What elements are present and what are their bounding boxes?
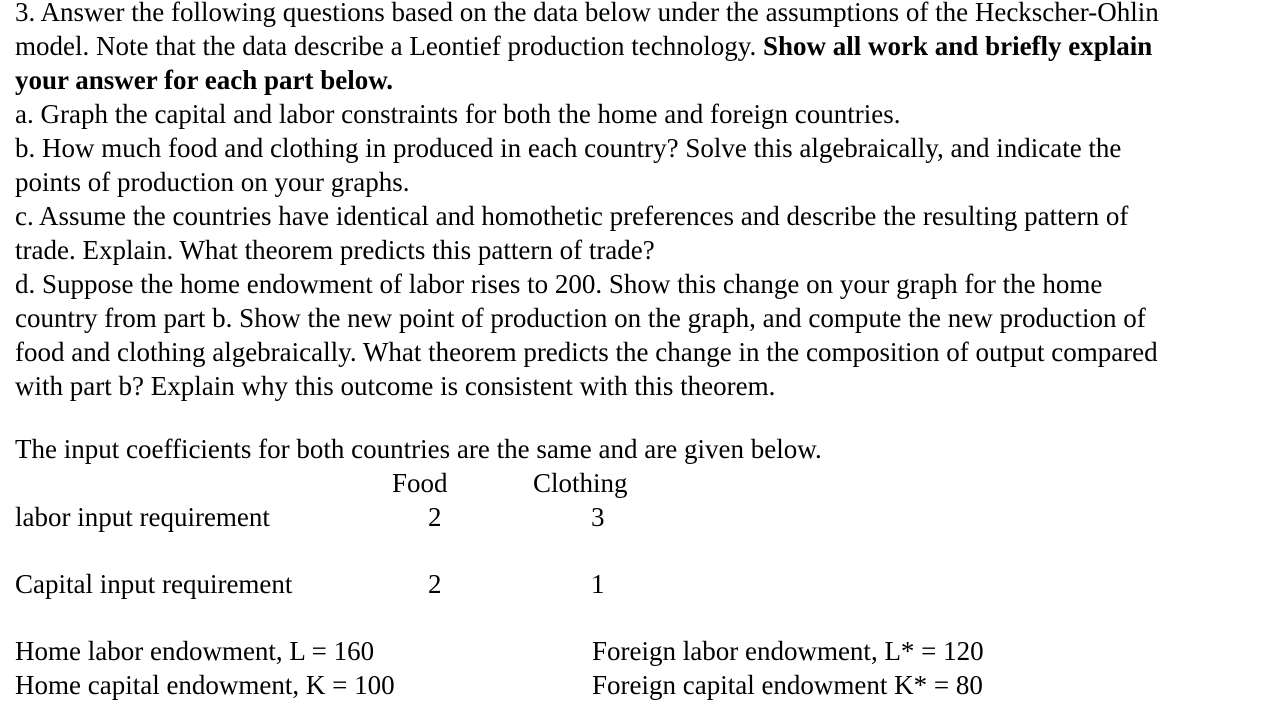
part-d-line-3: food and clothing algebraically. What theorem predicts the change in the composition of output compared bbox=[15, 337, 1158, 367]
part-c-line-2: trade. Explain. What theorem predicts this pattern of trade? bbox=[15, 235, 655, 265]
question-line-1: 3. Answer the following questions based on the data below under the assumptions of the Heckscher-Ohlin bbox=[15, 0, 1159, 27]
question-text bbox=[15, 0, 1270, 403]
header-clothing: Clothing bbox=[533, 468, 628, 498]
row-label-capital: Capital input requirement bbox=[15, 569, 293, 599]
part-d-line-1: d. Suppose the home endowment of labor rises to 200. Show this change on your graph for the home bbox=[15, 269, 1103, 299]
table-intro: The input coefficients for both countries are the same and are given below. bbox=[15, 434, 822, 464]
home-capital-endowment: Home capital endowment, K = 100 bbox=[15, 670, 395, 700]
cell-capital-clothing: 1 bbox=[591, 569, 605, 599]
question-line-2-plain: model. Note that the data describe a Leontief production technology. bbox=[15, 31, 763, 61]
part-b-line-1: b. How much food and clothing in produced in each country? Solve this algebraically, and indicate the bbox=[15, 133, 1122, 163]
row-label-labor: labor input requirement bbox=[15, 502, 270, 532]
question-line-3: your answer for each part below. bbox=[15, 65, 393, 95]
home-labor-endowment: Home labor endowment, L = 160 bbox=[15, 636, 375, 666]
part-b-line-2: points of production on your graphs. bbox=[15, 167, 410, 197]
cell-capital-food: 2 bbox=[428, 569, 442, 599]
foreign-labor-endowment: Foreign labor endowment, L* = 120 bbox=[592, 636, 984, 666]
question-line-2 bbox=[15, 29, 1270, 63]
part-a-line-1: a. Graph the capital and labor constraints for both the home and foreign countries. bbox=[15, 99, 901, 129]
foreign-capital-endowment: Foreign capital endowment K* = 80 bbox=[592, 670, 983, 700]
part-c-line-1: c. Assume the countries have identical and homothetic preferences and describe the resulting pattern of bbox=[15, 201, 1129, 231]
cell-labor-clothing: 3 bbox=[591, 502, 605, 532]
question-line-2-bold: Show all work and briefly explain bbox=[763, 31, 1153, 61]
part-d-line-4: with part b? Explain why this outcome is consistent with this theorem. bbox=[15, 371, 776, 401]
cell-labor-food: 2 bbox=[428, 502, 442, 532]
part-d-line-2: country from part b. Show the new point of production on the graph, and compute the new production of bbox=[15, 303, 1146, 333]
header-food: Food bbox=[392, 468, 448, 498]
